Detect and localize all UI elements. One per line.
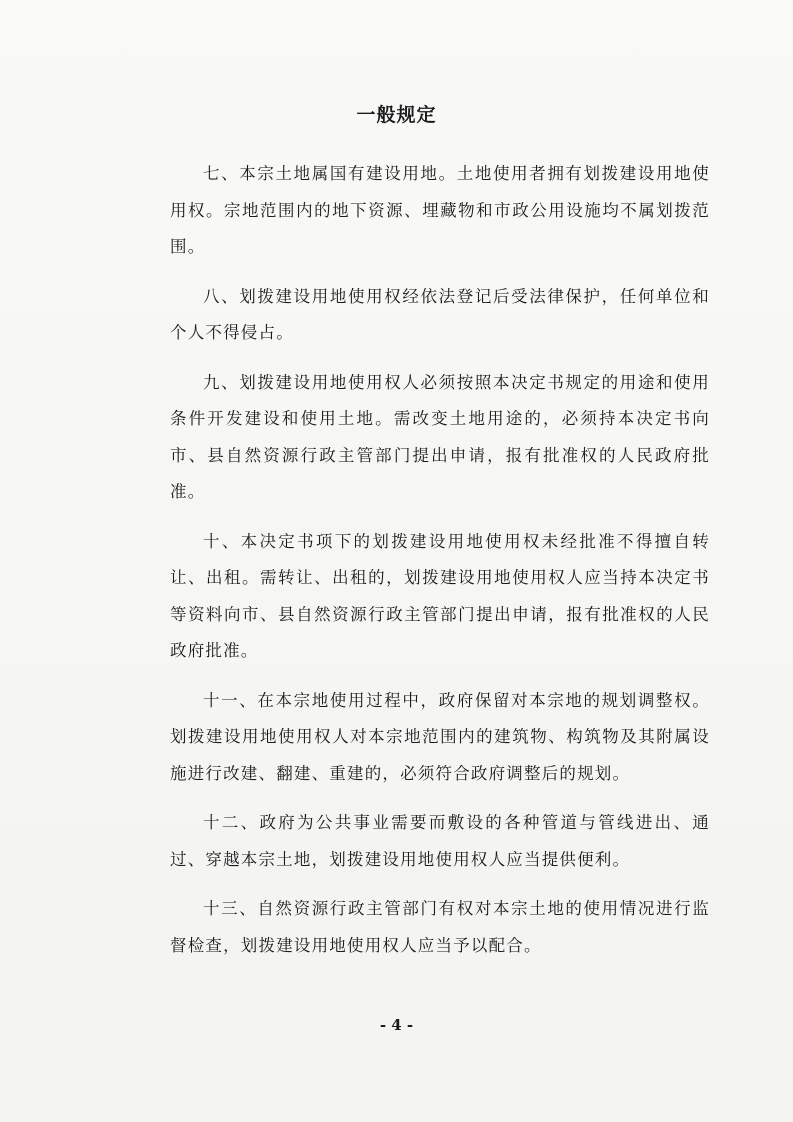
page-number: - 4 - [379, 1016, 414, 1034]
paragraph-13: 十三、自然资源行政主管部门有权对本宗土地的使用情况进行监督检查，划拨建设用地使用权人应当予以配合。 [170, 899, 710, 955]
paragraph-9: 九、划拨建设用地使用权人必须按照本决定书规定的用途和使用条件开发建设和使用土地。需改变土地用途的，必须持本决定书向市、县自然资源行政主管部门提出申请，报有批准权的人民政府批准。 [170, 372, 710, 501]
paragraph-11: 十一、在本宗地使用过程中，政府保留对本宗地的规划调整权。划拨建设用地使用权人对本宗地范围内的建筑物、构筑物及其附属设施进行改建、翻建、重建的，必须符合政府调整后的规划。 [170, 690, 710, 783]
document-body [170, 156, 710, 977]
page-title: 一般规定 [356, 104, 437, 126]
paragraph-7: 七、本宗土地属国有建设用地。土地使用者拥有划拨建设用地使用权。宗地范围内的地下资源、埋藏物和市政公用设施均不属划拨范围。 [170, 164, 710, 256]
paragraph-8: 八、划拨建设用地使用权经依法登记后受法律保护，任何单位和个人不得侵占。 [170, 286, 710, 342]
paragraph-12: 十二、政府为公共事业需要而敷设的各种管道与管线进出、通过、穿越本宗土地，划拨建设用地使用权人应当提供便利。 [170, 813, 710, 869]
paragraph-10: 十、本决定书项下的划拨建设用地使用权未经批准不得擅自转让、出租。需转让、出租的，划拨建设用地使用权人应当持本决定书等资料向市、县自然资源行政主管部门提出申请，报有批准权的人民政府批准。 [170, 531, 710, 660]
